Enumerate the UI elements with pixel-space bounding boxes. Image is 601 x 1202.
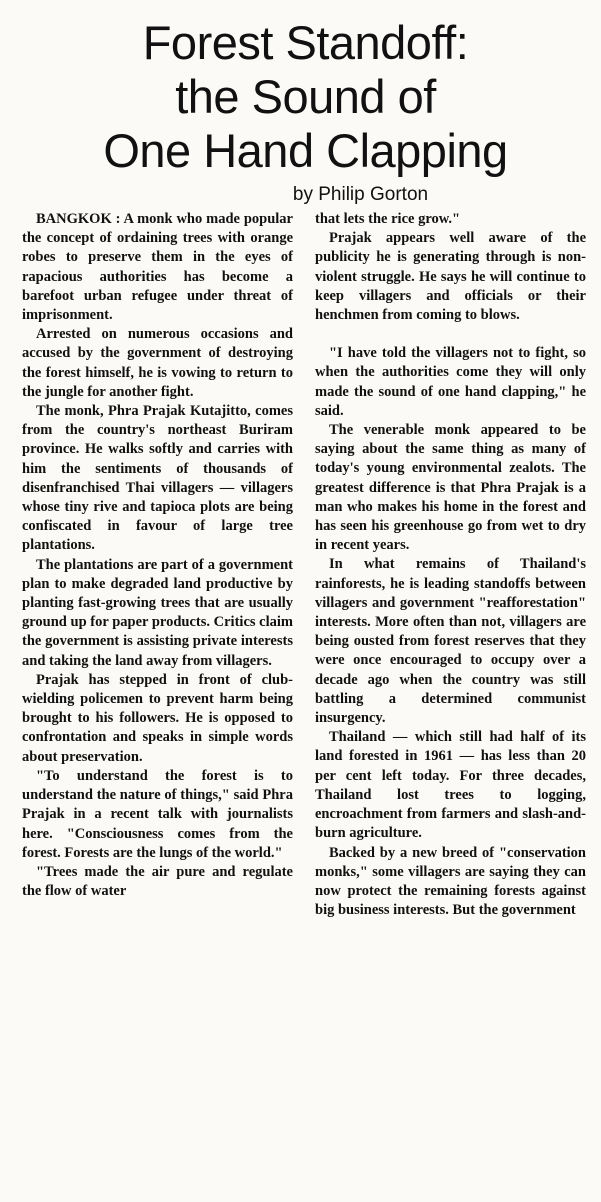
headline xyxy=(22,16,589,178)
headline-line-2: the Sound of xyxy=(175,70,436,123)
right-column xyxy=(315,210,586,920)
paragraph: In what remains of Thailand's rainforests, he is leading standoffs between villagers and government "reafforestation" interests. More often than not, villagers are being ousted from forest reserves that they were once encouraged to occupy over a decade ago when the country was still battling a determined communist insurgency. xyxy=(315,556,586,727)
headline-line-3: One Hand Clapping xyxy=(103,124,508,177)
paragraph: that lets the rice grow." xyxy=(315,211,461,227)
paragraph: BANGKOK : A monk who made popular the concept of ordaining trees with orange robes to preserve them in the eyes of rapacious authorities has become a barefoot urban refugee under threat of imprisonment. xyxy=(22,211,293,324)
article-body xyxy=(22,210,589,920)
paragraph: The plantations are part of a government plan to make degraded land productive by planting fast-growing trees that are usually ground up for paper products. Critics claim the government is assisting private interests and taking the land away from villagers. xyxy=(22,556,293,669)
paragraph: Arrested on numerous occasions and accused by the government of destroying the forest himself, he is vowing to return to the jungle for another fight. xyxy=(22,326,293,400)
paragraph: Backed by a new breed of "conservation monks," some villagers are saying they can now protect the remaining forests against big business interests. But the government xyxy=(315,844,586,919)
paragraph: "I have told the villagers not to fight, so when the authorities come they will only made the sound of one hand clapping," he said. xyxy=(315,345,586,419)
paragraph: "Trees made the air pure and regulate the flow of water xyxy=(22,863,293,900)
paragraph: Prajak appears well aware of the publicity he is generating through is non-violent struggle. He says he will continue to keep villagers and officials or their henchmen from coming to blows. xyxy=(315,230,586,324)
paragraph: Thailand — which still had half of its land forested in 1961 — has less than 20 per cent left today. For three decades, Thailand lost trees to logging, encroachment from farmers and slash-and-burn agriculture. xyxy=(315,729,586,842)
left-column xyxy=(22,210,293,920)
paragraph: "To understand the forest is to understand the nature of things," said Phra Prajak in a recent talk with journalists here. "Consciousness comes from the forest. Forests are the lungs of the world." xyxy=(22,767,293,861)
paragraph: The venerable monk appeared to be saying about the same thing as many of today's young environmental zealots. The greatest difference is that Phra Prajak is a man who makes his home in the forest and has seen his greenhouse go from wet to dry in recent years. xyxy=(315,422,586,554)
paragraph: The monk, Phra Prajak Kutajitto, comes from the country's northeast Buriram province. He walks softly and carries with him the sentiments of thousands of disenfranchised Thai villagers — villagers whose tiny rive and tapioca plots are being confiscated in favour of large tree plantations. xyxy=(22,403,293,554)
headline-line-1: Forest Standoff: xyxy=(142,16,469,69)
paragraph: Prajak has stepped in front of club-wielding policemen to prevent harm being brought to his followers. He is opposed to confrontation and speaks in simple words about preservation. xyxy=(22,671,293,765)
byline: by Philip Gorton xyxy=(292,184,429,205)
